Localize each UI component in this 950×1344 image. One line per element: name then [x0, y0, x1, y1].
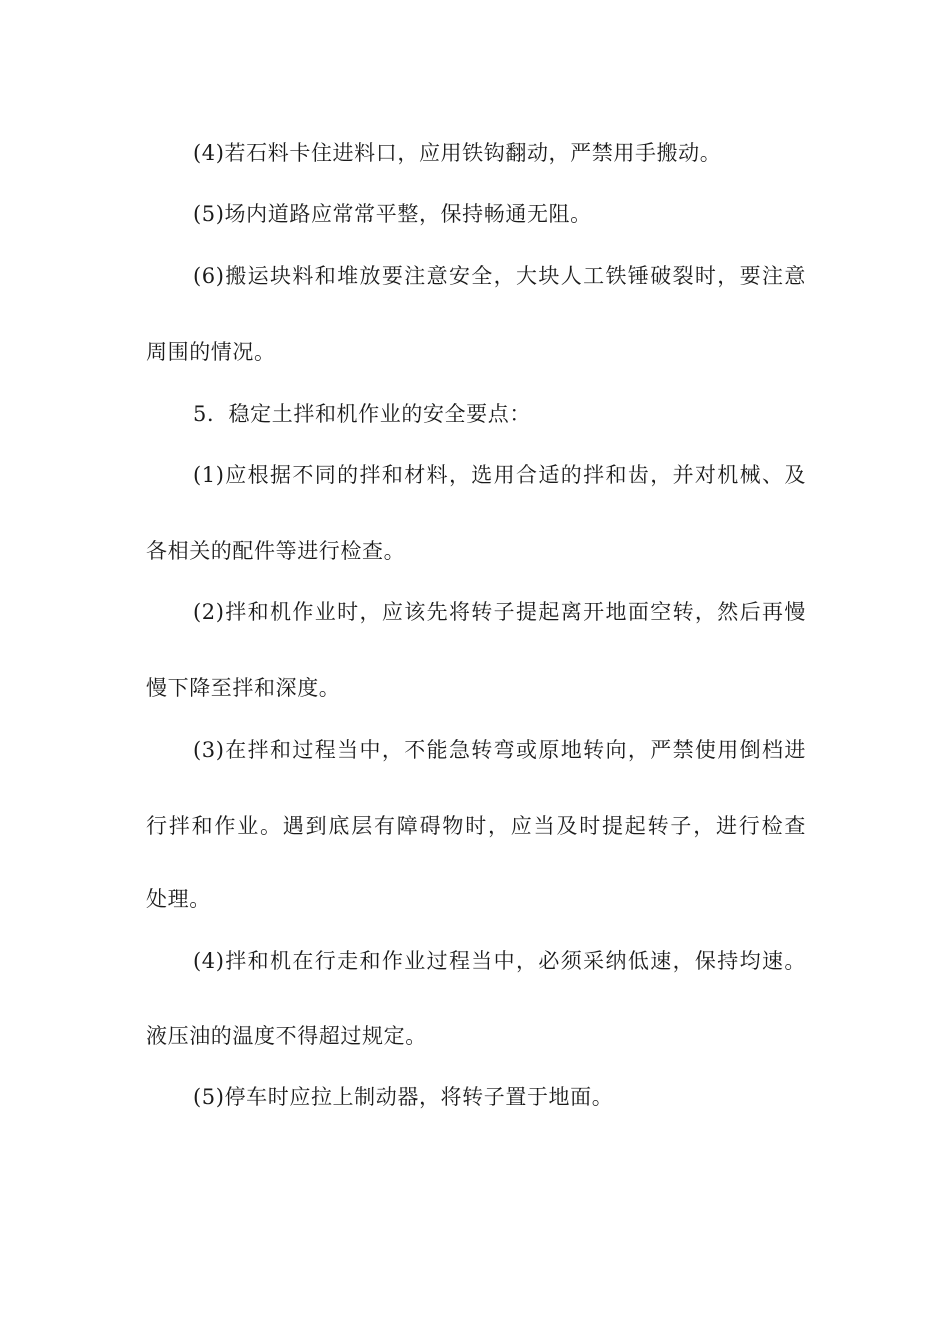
text-line-item-3-end: 处理。 [146, 887, 211, 911]
text-line-item-1-continued: 各相关的配件等进行检查。 [146, 539, 406, 563]
text-line-item-4-speed: (4)拌和机在行走和作业过程当中，必须采纳低速，保持均速。 [193, 949, 806, 973]
text-line-item-3-continued: 行拌和作业。遇到底层有障碍物时，应当及时提起转子，进行检查 [146, 814, 806, 838]
text-line-item-6-continued: 周围的情况。 [146, 340, 276, 364]
text-line-item-2-operation: (2)拌和机作业时，应该先将转子提起离开地面空转，然后再慢 [193, 600, 806, 624]
text-line-item-4-continued: 液压油的温度不得超过规定。 [146, 1024, 427, 1048]
section-heading-mixer-safety: 5．稳定土拌和机作业的安全要点： [193, 402, 531, 426]
text-line-item-4-stone: (4)若石料卡住进料口，应用铁钩翻动，严禁用手搬动。 [193, 141, 722, 165]
text-line-item-3-turning: (3)在拌和过程当中，不能急转弯或原地转向，严禁使用倒档进 [193, 738, 806, 762]
text-line-item-1-materials: (1)应根据不同的拌和材料，选用合适的拌和齿，并对机械、及 [193, 463, 806, 487]
text-line-item-6-transport: (6)搬运块料和堆放要注意安全，大块人工铁锤破裂时，要注意 [193, 264, 806, 288]
text-line-item-5-road: (5)场内道路应常常平整，保持畅通无阻。 [193, 202, 592, 226]
text-line-item-5-parking: (5)停车时应拉上制动器，将转子置于地面。 [193, 1085, 614, 1109]
text-line-item-2-continued: 慢下降至拌和深度。 [146, 676, 341, 700]
